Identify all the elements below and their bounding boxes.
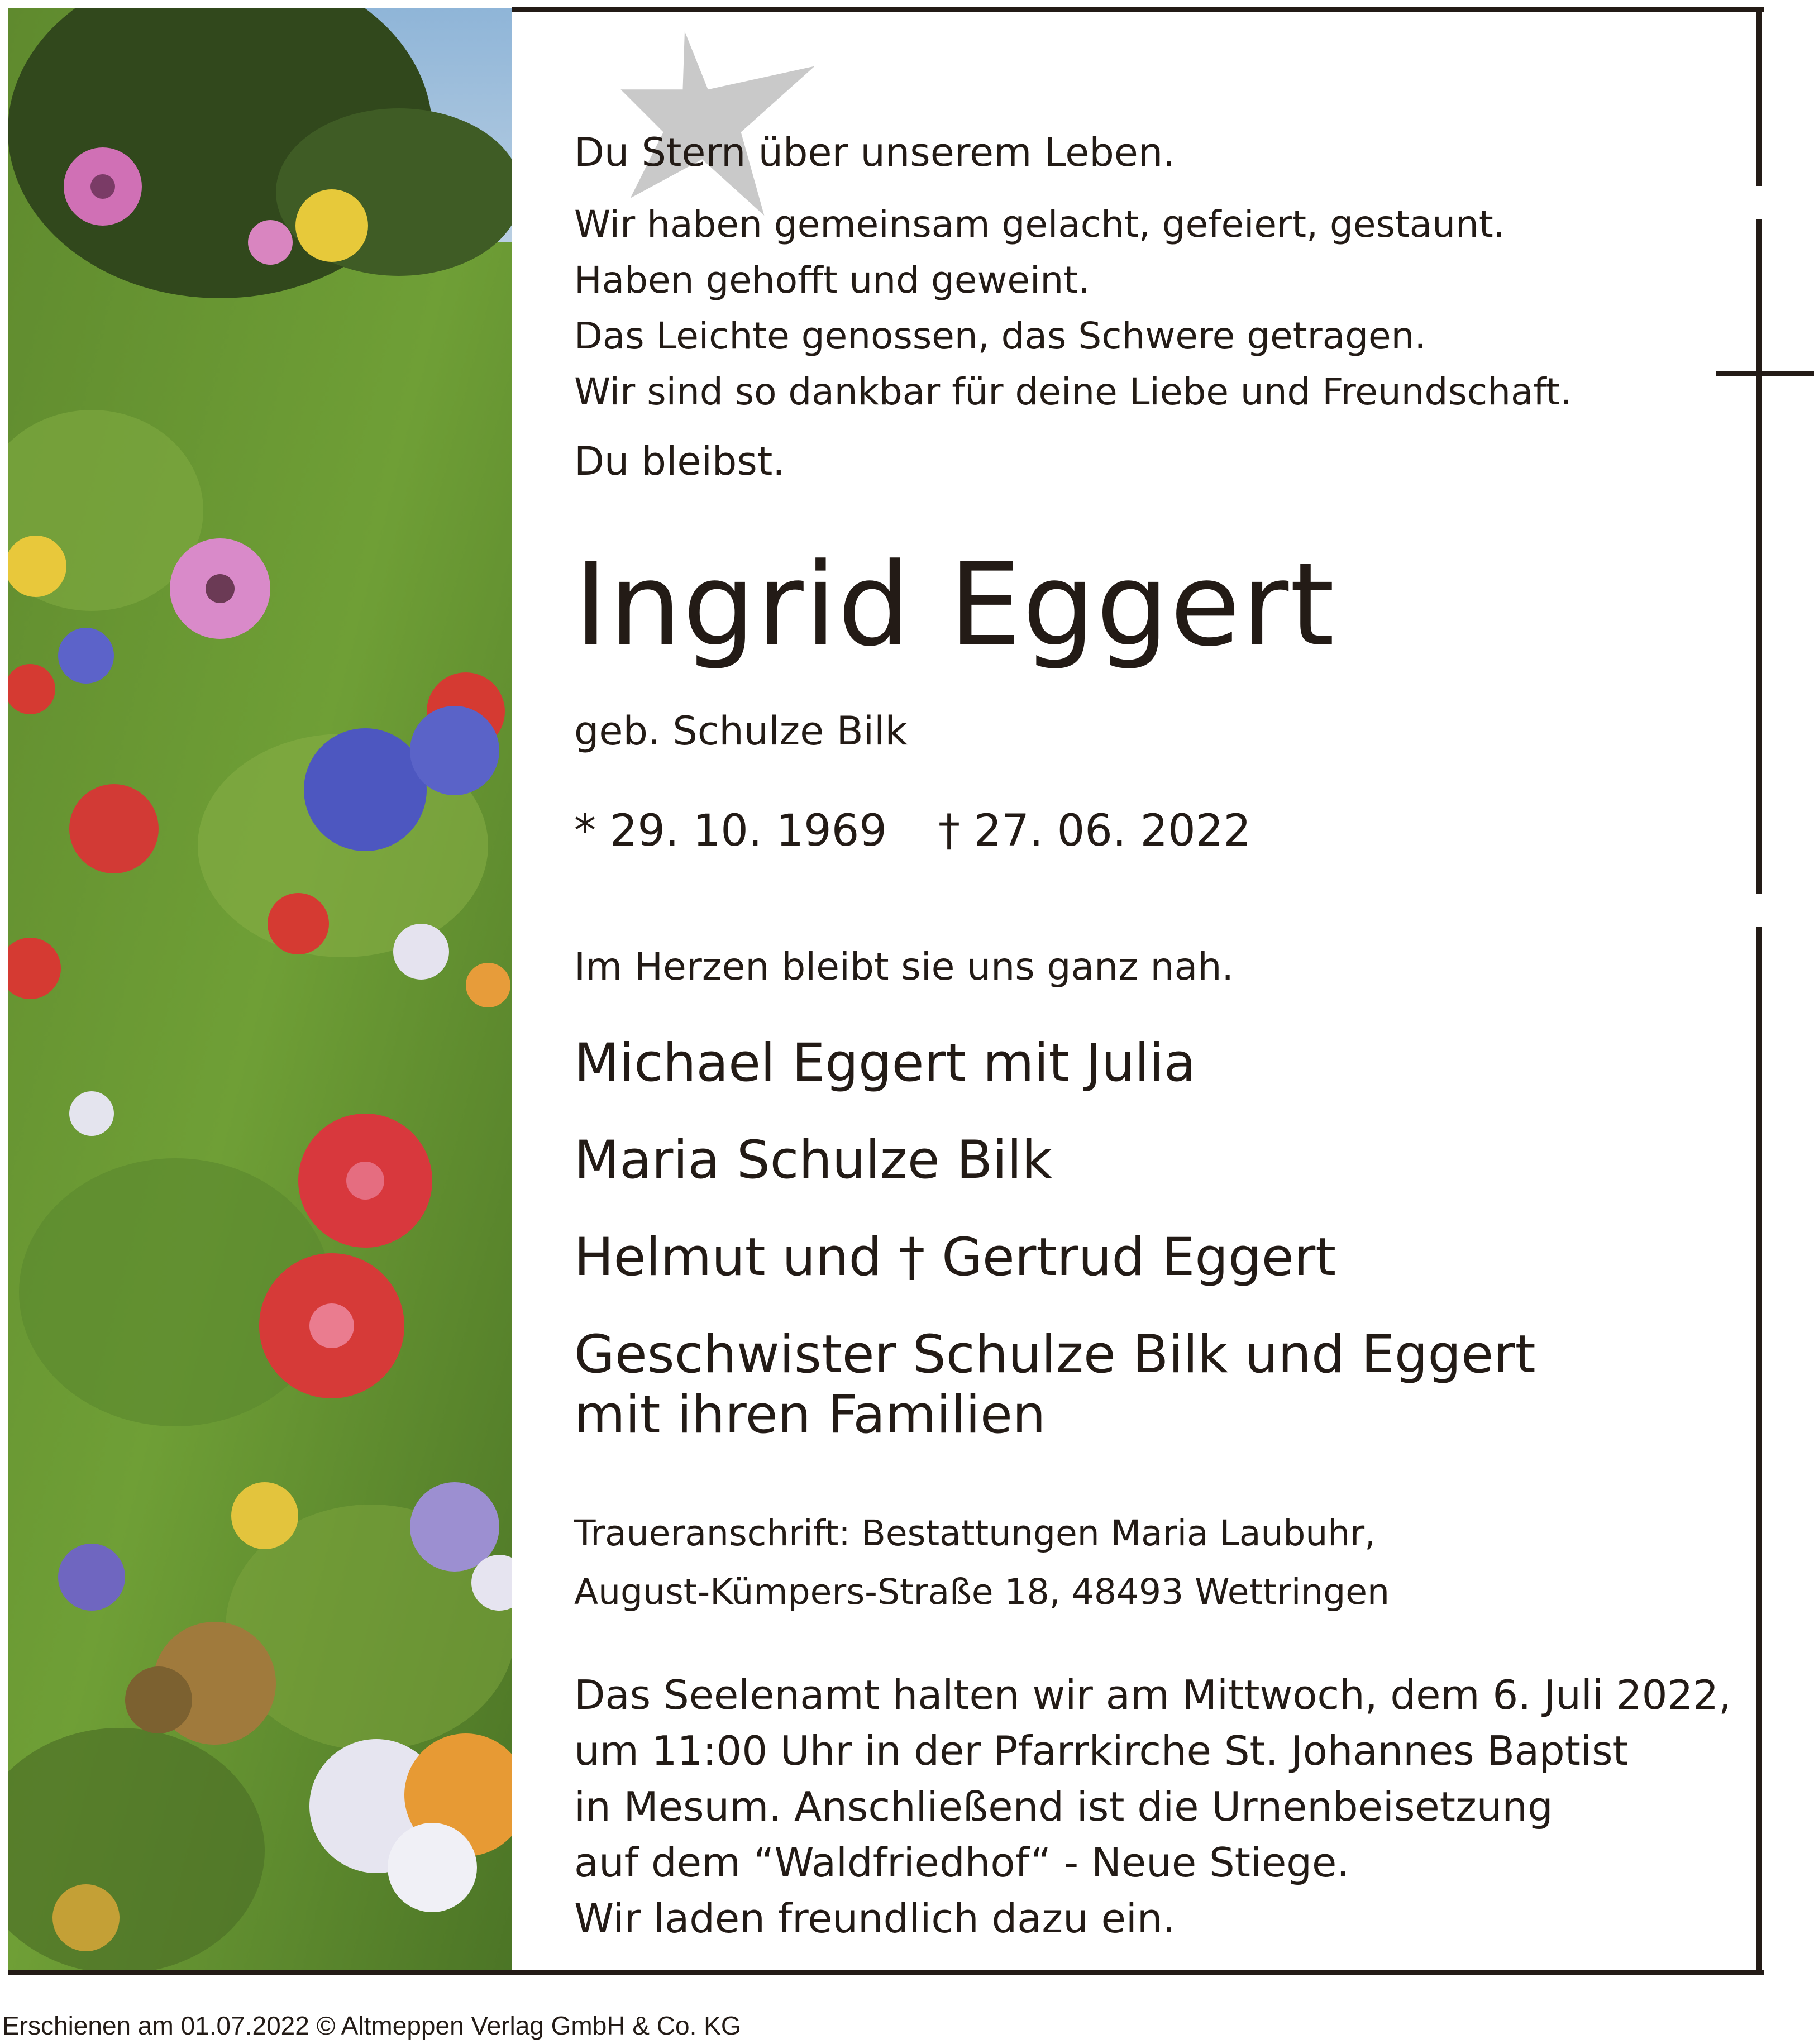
verse-title: Du Stern über unserem Leben. <box>574 130 1176 175</box>
service-details: Das Seelenamt halten wir am Mittwoch, dem 6. Juli 2022, um 11:00 Uhr in der Pfarrkirche St. Johannes Baptist in Mesum. Anschließend ist die Urnenbeisetzung auf dem “Waldfriedhof“ - Neue Stiege. Wir laden freundlich dazu ein. <box>574 1672 1731 1942</box>
birth-name: geb. Schulze Bilk <box>574 708 908 754</box>
family-intro: Im Herzen bleibt sie uns ganz nah. <box>574 945 1234 989</box>
death-date: † 27. 06. 2022 <box>938 806 1251 856</box>
publication-credit: Erschienen am 01.07.2022 © Altmeppen Verlag GmbH & Co. KG <box>2 2011 741 2040</box>
frame-bottom-rule <box>8 1970 1764 1975</box>
frame-right-rule <box>1756 7 1762 186</box>
birth-date: * 29. 10. 1969 <box>574 806 887 856</box>
mourner-name: Helmut und † Gertrud Eggert <box>574 1227 1336 1288</box>
mourner-name: Maria Schulze Bilk <box>574 1130 1052 1191</box>
star-icon <box>620 31 815 216</box>
frame-top-rule <box>512 7 1764 12</box>
mourner-name: Michael Eggert mit Julia <box>574 1033 1196 1093</box>
cross-bar <box>1716 371 1814 376</box>
mourning-address: Traueranschrift: Bestattungen Maria Laubuhr, <box>574 1513 1376 1554</box>
cross-icon <box>1756 219 1762 894</box>
mourner-name: Geschwister Schulze Bilk und Eggert mit ihren Familien <box>574 1324 1536 1445</box>
frame-right-rule-lower <box>1756 927 1762 1975</box>
verse-lines: Wir haben gemeinsam gelacht, gefeiert, gestaunt. Haben gehofft und geweint. Das Leichte genossen, das Schwere getragen. Wir sind so dankbar für deine Liebe und Freundschaft. <box>574 203 1572 413</box>
verse-closing: Du bleibst. <box>574 438 785 484</box>
mourning-address: August-Kümpers-Straße 18, 48493 Wettringen <box>574 1572 1390 1612</box>
deceased-name: Ingrid Eggert <box>574 539 1336 672</box>
wildflower-photo <box>8 8 512 1974</box>
